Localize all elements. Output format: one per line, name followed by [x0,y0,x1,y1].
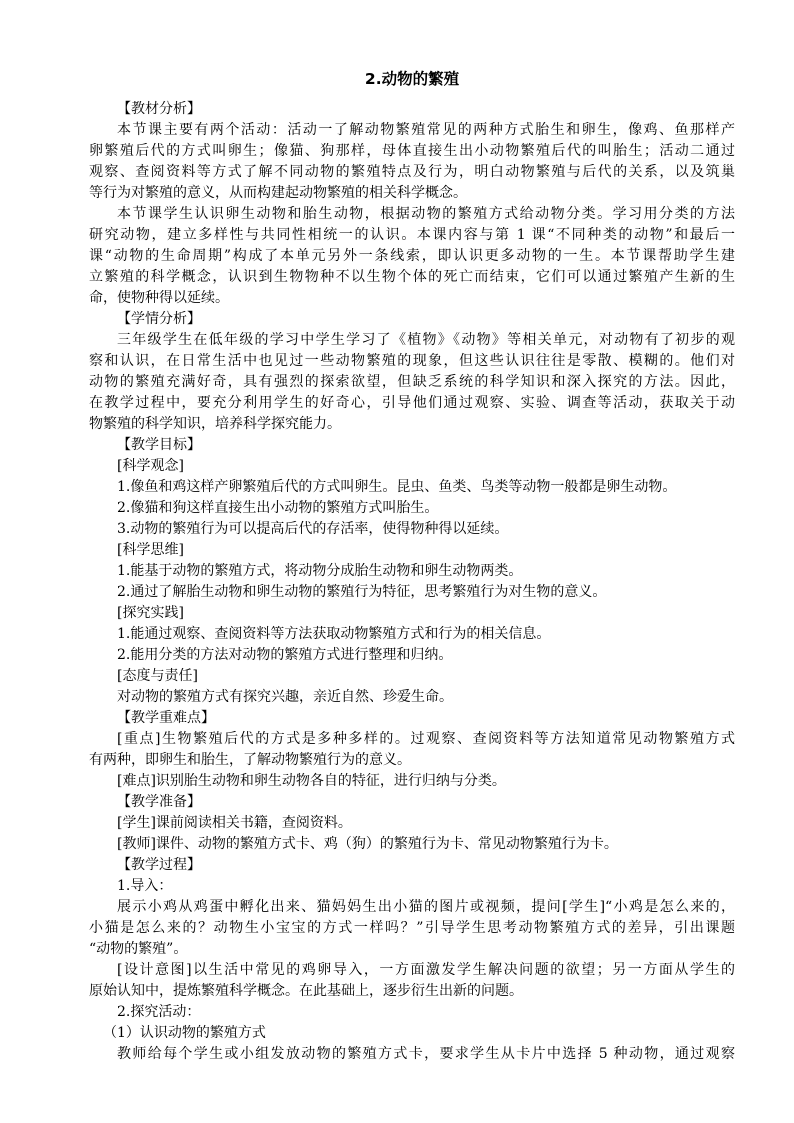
subsection-label: [科学观念] [117,458,184,474]
subsection-label: [态度与责任] [117,668,198,684]
section-heading: 【教材分析】 [117,101,201,117]
paragraph-line: 对动物的繁殖方式有探究兴趣，亲近自然、珍爱生命。 [117,689,453,705]
paragraph-line: “动物的繁殖”。 [89,941,188,957]
paragraph-line: 察和认识，在日常生活中也见过一些动物繁殖的现象，但这些认识往往是零散、模糊的。他们对 [89,353,735,369]
paragraph-line: 三年级学生在低年级的学习中学生学习了《植物》《动物》等相关单元，对动物有了初步的观 [117,332,735,348]
paragraph-line: 教师给每个学生或小组发放动物的繁殖方式卡，要求学生从卡片中选择 5 种动物，通过观察 [117,1046,735,1062]
paragraph-line: 动物的繁殖充满好奇，具有强烈的探索欲望，但缺乏系统的科学知识和深入探究的方法。因此， [89,374,735,390]
paragraph-line: 研究动物，建立多样性与共同性相统一的认识。本课内容与第 1 课“不同种类的动物”和最后一 [89,227,735,243]
list-item: 2.通过了解胎生动物和卵生动物的繁殖行为特征，思考繁殖行为对生物的意义。 [117,584,607,600]
paragraph-line: 命，使物种得以延续。 [89,290,229,306]
paragraph-line: 有两种，即卵生和胎生，了解动物繁殖行为的意义。 [89,752,411,768]
list-item: 1.像鱼和鸡这样产卵繁殖后代的方式叫卵生。昆虫、鱼类、鸟类等动物一般都是卵生动物。 [117,479,677,495]
paragraph-line: 卵繁殖后代的方式叫卵生；像猫、狗那样，母体直接生出小动物繁殖后代的叫胎生；活动二通过 [89,143,735,159]
paragraph-line: 物繁殖的科学知识，培养科学探究能力。 [89,416,341,432]
section-heading: 【教学过程】 [117,857,201,873]
paragraph-line: 观察、查阅资料等方式了解不同动物的繁殖特点及行为，明白动物繁殖与后代的关系，以及筑巢 [89,164,735,180]
list-item: 1.能基于动物的繁殖方式，将动物分成胎生动物和卵生动物两类。 [117,563,523,579]
subsection-label: [探究实践] [117,605,184,621]
paragraph-line: 本节课学生认识卵生动物和胎生动物，根据动物的繁殖方式给动物分类。学习用分类的方法 [117,206,735,222]
list-item: 2.像猫和狗这样直接生出小动物的繁殖方式叫胎生。 [117,500,439,516]
paragraph-line: 原始认知中，提炼繁殖科学概念。在此基础上，逐步衍生出新的问题。 [89,983,523,999]
step-sublabel: （1）认识动物的繁殖方式 [103,1025,266,1041]
section-heading: 【教学准备】 [117,794,201,810]
paragraph-line: 等行为对繁殖的意义，从而构建起动物繁殖的相关科学概念。 [89,185,467,201]
paragraph-line: 在教学过程中，要充分利用学生的好奇心，引导他们通过观察、实验、调查等活动，获取关于动 [89,395,735,411]
paragraph-line: [教师]课件、动物的繁殖方式卡、鸡（狗）的繁殖行为卡、常见动物繁殖行为卡。 [117,836,618,852]
list-item: 3.动物的繁殖行为可以提高后代的存活率，使得物种得以延续。 [117,521,509,537]
page-title: 2.动物的繁殖 [364,70,460,88]
section-heading: 【教学目标】 [117,437,201,453]
subsection-label: [科学思维] [117,542,184,558]
paragraph-line: [重点]生物繁殖后代的方式是多种多样的。过观察、查阅资料等方法知道常见动物繁殖方式 [117,731,735,747]
section-heading: 【教学重难点】 [117,710,215,726]
paragraph-line: [学生]课前阅读相关书籍，查阅资料。 [117,815,352,831]
section-heading: 【学情分析】 [117,311,201,327]
paragraph-line: [难点]识别胎生动物和卵生动物各自的特征，进行归纳与分类。 [117,773,506,789]
list-item: 1.能通过观察、查阅资料等方法获取动物繁殖方式和行为的相关信息。 [117,626,551,642]
paragraph-line: 小猫是怎么来的？动物生小宝宝的方式一样吗？”引导学生思考动物繁殖方式的差异，引出课题 [89,920,735,936]
paragraph-line: 课“动物的生命周期”构成了本单元另外一条线索，即认识更多动物的一生。本节课帮助学生建 [89,248,735,264]
paragraph-line: 立繁殖的科学概念，认识到生物物种不以生物个体的死亡而结束，它们可以通过繁殖产生新的生 [89,269,735,285]
step-label: 2.探究活动： [117,1004,201,1020]
step-label: 1.导入： [117,878,173,894]
list-item: 2.能用分类的方法对动物的繁殖方式进行整理和归纳。 [117,647,453,663]
document-body [89,68,735,1065]
paragraph-line: [设计意图]以生活中常见的鸡卵导入，一方面激发学生解决问题的欲望；另一方面从学生的 [117,962,735,978]
paragraph-line: 本节课主要有两个活动：活动一了解动物繁殖常见的两种方式胎生和卵生，像鸡、鱼那样产 [117,122,735,138]
paragraph-line: 展示小鸡从鸡蛋中孵化出来、猫妈妈生出小猫的图片或视频，提问[学生]“小鸡是怎么来的， [117,899,735,915]
